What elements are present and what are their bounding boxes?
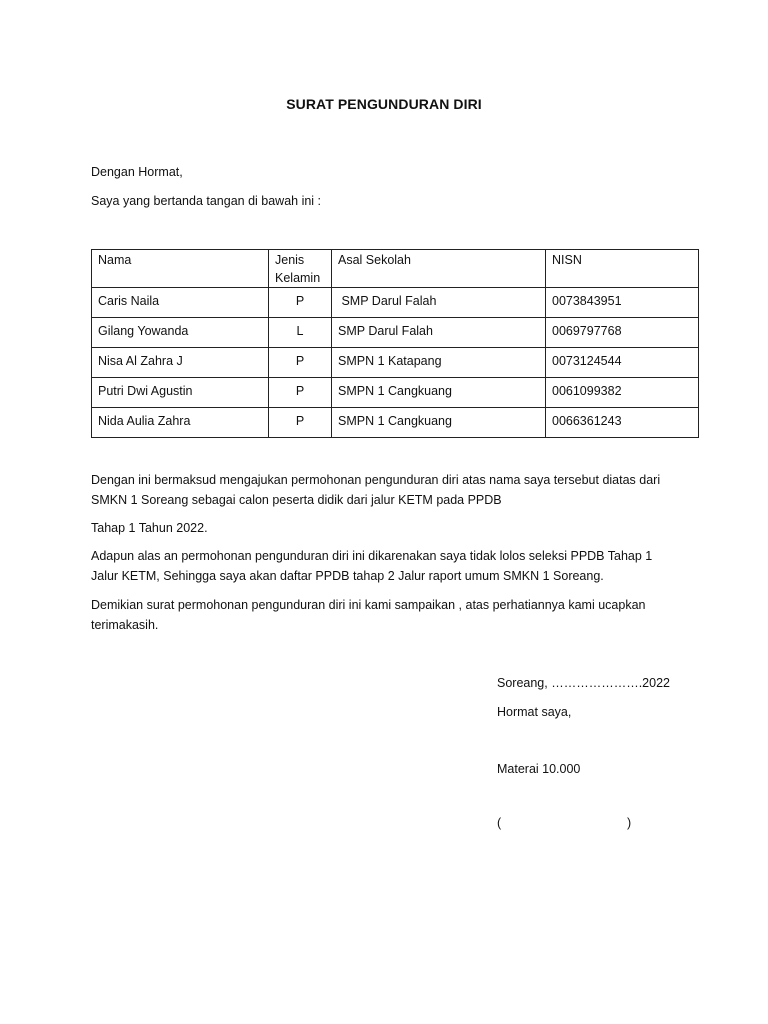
paragraph-intent: Dengan ini bermaksud mengajukan permohonan pengunduran diri atas nama saya tersebut diatas dari SMKN 1 Soreang sebagai calon peserta didik dari jalur KETM pada PPDB [91, 473, 661, 507]
cell-nisn: 0069797768 [546, 318, 699, 348]
cell-nama: Caris Naila [92, 288, 269, 318]
letter-title: SURAT PENGUNDURAN DIRI [286, 96, 482, 112]
cell-jenis-kelamin: P [269, 348, 332, 378]
place-date: Soreang, ………………….2022 [497, 676, 670, 690]
cell-asal-sekolah: SMPN 1 Cangkuang [332, 378, 546, 408]
cell-nama: Putri Dwi Agustin [92, 378, 269, 408]
cell-jenis-kelamin: P [269, 288, 332, 318]
cell-nisn: 0073124544 [546, 348, 699, 378]
table-row [92, 288, 699, 318]
cell-asal-sekolah: SMP Darul Falah [332, 288, 546, 318]
cell-jenis-kelamin: P [269, 408, 332, 438]
greeting: Dengan Hormat, [91, 165, 183, 179]
cell-jenis-kelamin: P [269, 378, 332, 408]
header-asal-sekolah: Asal Sekolah [332, 250, 546, 288]
cell-nama: Nisa Al Zahra J [92, 348, 269, 378]
cell-asal-sekolah: SMPN 1 Katapang [332, 348, 546, 378]
intro-text: Saya yang bertanda tangan di bawah ini : [91, 194, 322, 208]
signature-paren-open: ( [497, 816, 502, 830]
table-row [92, 318, 699, 348]
cell-asal-sekolah: SMPN 1 Cangkuang [332, 408, 546, 438]
cell-nama: Nida Aulia Zahra [92, 408, 269, 438]
paragraph-closing: Demikian surat permohonan pengunduran diri ini kami sampaikan , atas perhatiannya kami ucapkan terimakasih. [91, 598, 646, 632]
closing-salutation: Hormat saya, [497, 705, 572, 719]
table-row [92, 408, 699, 438]
signature-paren-close: ) [627, 816, 632, 830]
table-header-row [92, 250, 699, 288]
cell-nisn: 0066361243 [546, 408, 699, 438]
table-row [92, 378, 699, 408]
cell-nisn: 0073843951 [546, 288, 699, 318]
paragraph-phase: Tahap 1 Tahun 2022. [91, 521, 208, 535]
cell-nama: Gilang Yowanda [92, 318, 269, 348]
header-nama: Nama [92, 250, 269, 288]
stamp-label: Materai 10.000 [497, 762, 581, 776]
cell-jenis-kelamin: L [269, 318, 332, 348]
header-nisn: NISN [546, 250, 699, 288]
cell-asal-sekolah: SMP Darul Falah [332, 318, 546, 348]
cell-nisn: 0061099382 [546, 378, 699, 408]
paragraph-reason: Adapun alas an permohonan pengunduran diri ini dikarenakan saya tidak lolos seleksi PPDB Tahap 1 Jalur KETM, Sehingga saya akan daftar PPDB tahap 2 Jalur raport umum SMKN 1 Soreang. [91, 549, 653, 583]
student-table [91, 249, 699, 438]
header-jenis-kelamin: Jenis Kelamin [269, 250, 332, 288]
table-row [92, 348, 699, 378]
